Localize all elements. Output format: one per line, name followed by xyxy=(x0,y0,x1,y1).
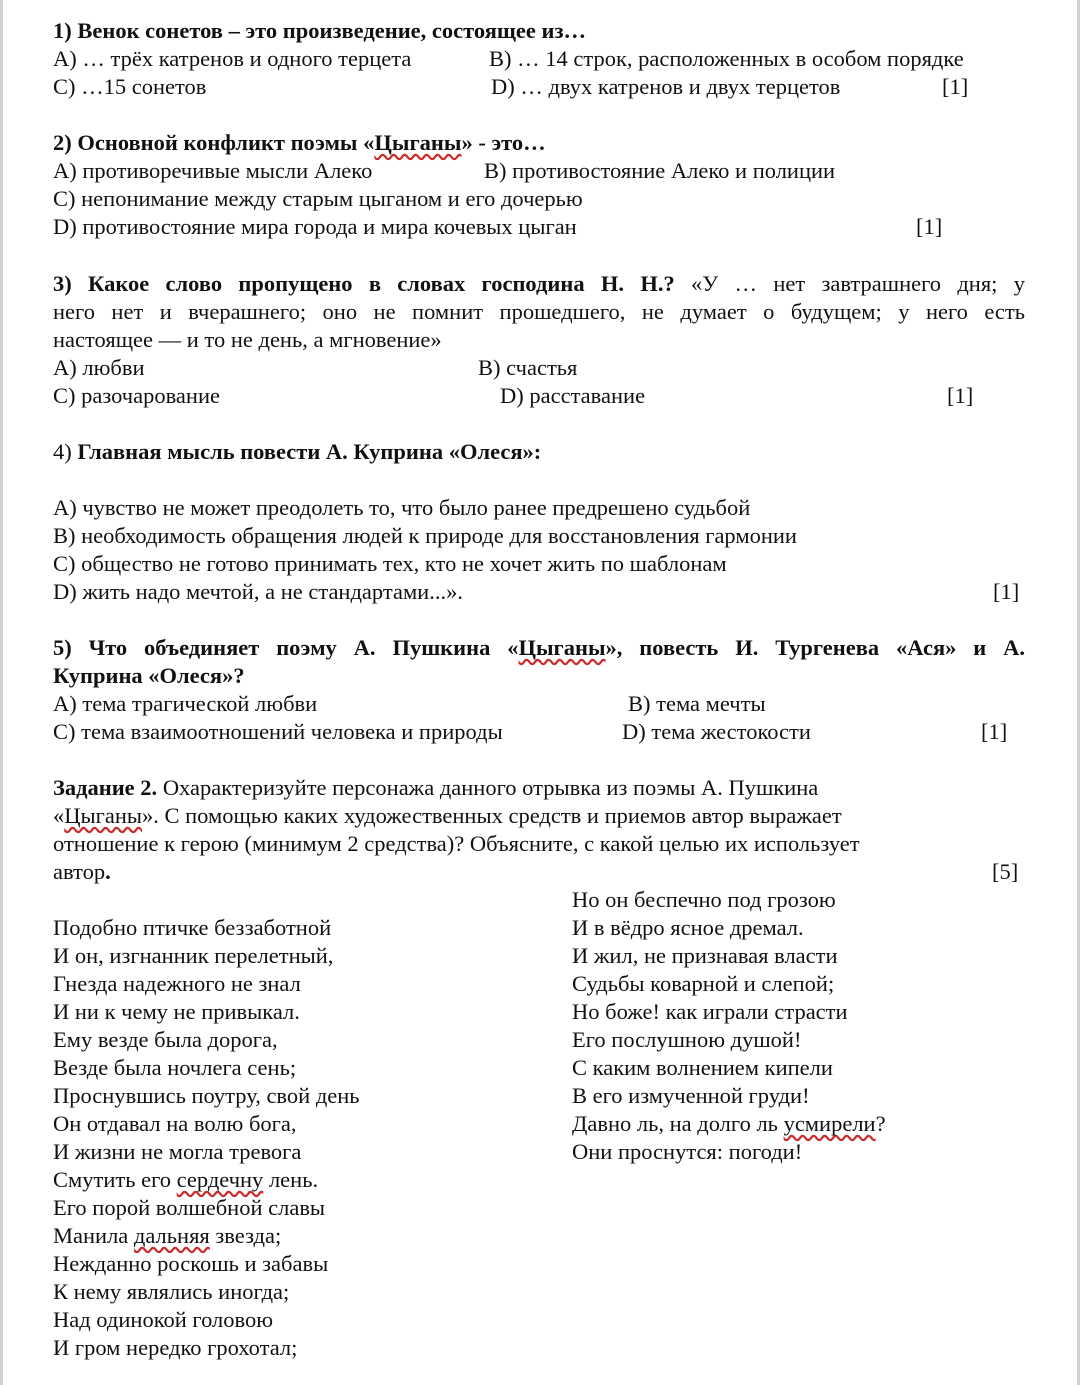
poem-left-line: Подобно птичке беззаботной xyxy=(53,915,332,940)
question-3-question: 3) Какое слово пропущено в словах господина Н. Н.? xyxy=(53,271,675,296)
page-left-edge xyxy=(0,0,3,1385)
poem-left-line: Нежданно роскошь и забавы xyxy=(53,1251,329,1276)
question-2-score: [1] xyxy=(916,214,943,239)
question-4-option-c: С) общество не готово принимать тех, кто не хочет жить по шаблонам xyxy=(53,551,727,576)
poem-right-line: Они проснутся: погоди! xyxy=(572,1139,803,1164)
task-2-period: . xyxy=(105,859,111,884)
question-5-title-line-2: Куприна «Олеся»? xyxy=(53,663,245,688)
task-2-line-2 xyxy=(53,802,842,830)
question-5-score: [1] xyxy=(981,719,1008,744)
poem-right-line: Но он беспечно под грозою xyxy=(572,887,836,912)
task-2-line-4 xyxy=(53,858,111,886)
poem-left-line: К нему являлись иногда; xyxy=(53,1279,290,1304)
poem-text: звезда; xyxy=(209,1223,282,1248)
poem-left-line xyxy=(53,1222,281,1250)
question-1-option-a: А) … трёх катренов и одного терцета xyxy=(53,46,412,71)
question-3-title-line-2: него нет и вчерашнего; оно не помнит прошедшего, не думает о будущем; у него есть xyxy=(53,299,1025,324)
question-number: 4) xyxy=(53,439,72,464)
task-2-text: Охарактеризуйте персонажа данного отрывка из поэмы А. Пушкина xyxy=(162,775,819,800)
poem-left-line: И гром нередко грохотал; xyxy=(53,1335,298,1360)
question-3-title-line-3: настоящее — и то не день, а мгновение» xyxy=(53,327,442,352)
question-5-title-line-1 xyxy=(53,634,1025,662)
task-2-label: Задание 2. xyxy=(53,775,158,800)
poem-left-line: И жизни не могла тревога xyxy=(53,1139,302,1164)
question-3-quote-start: «У … нет завтрашнего дня; у xyxy=(691,271,1025,296)
task-2-score: [5] xyxy=(992,859,1019,884)
spellcheck-word: усмирели xyxy=(783,1111,876,1136)
poem-left-line: Над одинокой головою xyxy=(53,1307,274,1332)
poem-left-line: Проснувшись поутру, свой день xyxy=(53,1083,360,1108)
question-2-title xyxy=(53,129,546,157)
title-text: », повесть И. Тургенева «Ася» и А. xyxy=(605,635,1025,660)
question-4-option-d: D) жить надо мечтой, а не стандартами...». xyxy=(53,579,463,604)
poem-left-line: Гнезда надежного не знал xyxy=(53,971,301,996)
title-text: 5) Что объединяет поэму А. Пушкина « xyxy=(53,635,519,660)
poem-right-line: С каким волнением кипели xyxy=(572,1055,833,1080)
poem-text: лень. xyxy=(263,1167,319,1192)
poem-left-line: Он отдавал на волю бога, xyxy=(53,1111,297,1136)
poem-right-line: И в вёдро ясное дремал. xyxy=(572,915,804,940)
question-3-option-b: В) счастья xyxy=(478,355,578,380)
spellcheck-word: Цыганы xyxy=(518,635,606,660)
spellcheck-word: Цыганы xyxy=(64,803,142,828)
poem-right-line: В его измученной груди! xyxy=(572,1083,810,1108)
poem-right-line: Судьбы коварной и слепой; xyxy=(572,971,835,996)
poem-right-line: И жил, не признавая власти xyxy=(572,943,838,968)
task-2-line-1 xyxy=(53,774,818,802)
question-text: Главная мысль повести А. Куприна «Олеся»: xyxy=(77,439,542,464)
spellcheck-word: дальняя xyxy=(133,1223,210,1248)
task-2-line-3: отношение к герою (минимум 2 средства)? Объясните, с какой целью их использует xyxy=(53,831,860,856)
question-3-option-d: D) расставание xyxy=(500,383,646,408)
question-4-option-b: В) необходимость обращения людей к природе для восстановления гармонии xyxy=(53,523,797,548)
poem-left-line: Его порой волшебной славы xyxy=(53,1195,326,1220)
poem-right-line: Но боже! как играли страсти xyxy=(572,999,848,1024)
poem-text: Смутить его xyxy=(53,1167,177,1192)
poem-right-line: Его послушною душой! xyxy=(572,1027,802,1052)
question-5-option-b: В) тема мечты xyxy=(628,691,766,716)
poem-left-line: И ни к чему не привыкал. xyxy=(53,999,300,1024)
task-2-text: автор xyxy=(53,859,106,884)
poem-text: Давно ль, на долго ль xyxy=(572,1111,784,1136)
poem-left-line: И он, изгнанник перелетный, xyxy=(53,943,334,968)
question-2-option-a: А) противоречивые мысли Алеко xyxy=(53,158,373,183)
question-2-option-d: D) противостояние мира города и мира кочевых цыган xyxy=(53,214,577,239)
spellcheck-word: Цыганы xyxy=(374,130,462,155)
question-5-option-a: А) тема трагической любви xyxy=(53,691,318,716)
question-5-option-c: С) тема взаимоотношений человека и природы xyxy=(53,719,503,744)
question-4-option-a: А) чувство не может преодолеть то, что было ранее предрешено судьбой xyxy=(53,495,751,520)
poem-text: ? xyxy=(875,1111,886,1136)
question-1-option-c: С) …15 сонетов xyxy=(53,74,207,99)
question-2-option-b: В) противостояние Алеко и полиции xyxy=(484,158,836,183)
question-1-title: 1) Венок сонетов – это произведение, состоящее из… xyxy=(53,18,586,43)
question-4-title xyxy=(53,438,541,466)
poem-left-line: Ему везде была дорога, xyxy=(53,1027,278,1052)
question-2-option-c: С) непонимание между старым цыганом и его дочерью xyxy=(53,186,583,211)
question-3-score: [1] xyxy=(947,383,974,408)
question-3-title-line-1 xyxy=(53,270,1025,298)
poem-left-line: Везде была ночлега сень; xyxy=(53,1055,297,1080)
poem-right-line xyxy=(572,1110,886,1138)
question-3-option-a: А) любви xyxy=(53,355,145,380)
question-1-option-b: В) … 14 строк, расположенных в особом порядке xyxy=(489,46,964,71)
question-3-option-c: С) разочарование xyxy=(53,383,220,408)
question-1-score: [1] xyxy=(942,74,969,99)
question-1-option-d: D) … двух катренов и двух терцетов xyxy=(491,74,841,99)
title-text: 2) Основной конфликт поэмы « xyxy=(53,130,375,155)
question-4-score: [1] xyxy=(993,579,1020,604)
poem-text: Манила xyxy=(53,1223,134,1248)
task-2-text: ». С помощью каких художественных средств и приемов автор выражает xyxy=(142,803,842,828)
title-text: » - это… xyxy=(461,130,546,155)
spellcheck-word: сердечну xyxy=(176,1167,264,1192)
task-2-text: « xyxy=(53,803,65,828)
question-5-option-d: D) тема жестокости xyxy=(622,719,811,744)
poem-left-line xyxy=(53,1166,318,1194)
